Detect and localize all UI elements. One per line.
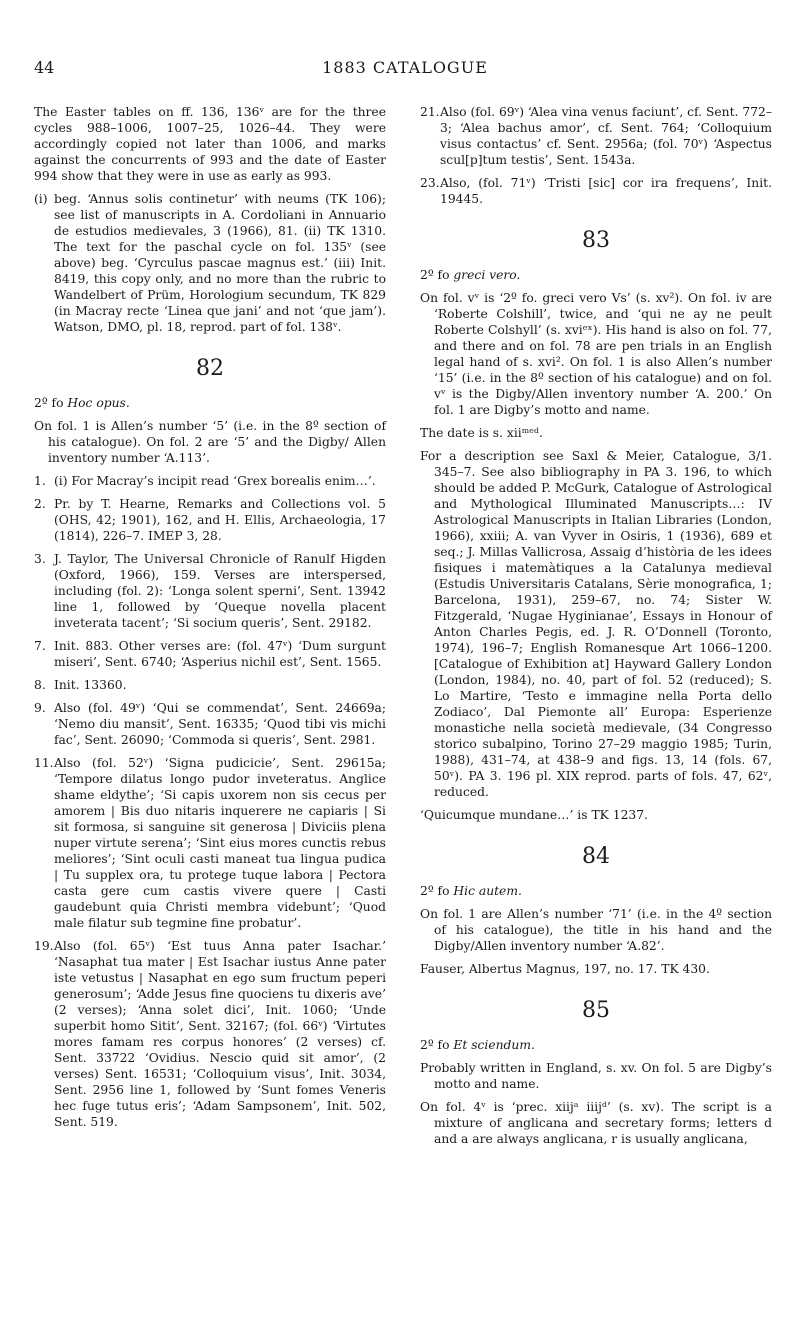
entry-84-reference: Fauser, Albertus Magnus, 197, no. 17. TK 430. [420, 962, 710, 976]
note-item: 23.Also, (fol. 71ᵛ) ‘Tristi [sic] cor ira frequens’, Init. 19445. [420, 176, 772, 206]
entry-85-description: Probably written in England, s. xv. On fol. 5 are Digby’s motto and name. [420, 1061, 772, 1091]
entry-number-82: 82 [196, 356, 224, 381]
entry-number-85: 85 [582, 998, 610, 1023]
page-header [34, 58, 776, 80]
note-item: 21.Also (fol. 69ᵛ) ‘Alea vina venus faciunt’, cf. Sent. 772–3; ‘Alea bachus amor’, cf. Sent. 764; ‘Colloquium visus contactus’ cf. Sent. 2956a; (fol. 70ᵛ) ‘Aspectus scul[p]tum testis’, Sent. 1543a. [420, 105, 772, 167]
note-item: 9. Also (fol. 49ᵛ) ‘Qui se commendat’, Sent. 24669a; ‘Nemo diu mansit’, Sent. 16335; ‘Quod tibi vis michi fac’, Sent. 26090; ‘Commoda si queris’, Sent. 2981. [34, 701, 386, 747]
note-i [34, 191, 386, 335]
second-folio-82: 2º fo Hoc opus. [34, 396, 130, 410]
note-number: (i) [34, 192, 48, 206]
entry-83-date: The date is s. xiiᵐᵉᵈ. [420, 426, 543, 440]
note-item: 3. J. Taylor, The Universal Chronicle of Ranulf Higden (Oxford, 1966), 159. Verses are interspersed, including (fol. 2): ‘Longa solent sperni’, Sent. 13942 line 1, followed by ‘Queque novella placent inveterata tacent’; ‘Si socium queris’, Sent. 29182. [34, 552, 386, 630]
note-item: 11.Also (fol. 52ᵛ) ‘Signa pudicicie’, Sent. 29615a; ‘Tempore dilatus longo pudor inveteratus. Anglice shame eldythe’; ‘Si capis uxorem non sis cecus per amorem | Bis duo nitaris inquerere ne capiaris | Si sit formosa, si sanguine sit generosa | Diviciis plena nuper virtute serena’; ‘Sint eius mores cunctis rebus meliores’; ‘Sint oculi casti maneat tua lingua pudica | Tu supplex ora, tu protege tuque labora | Pectora casta gere cum castis vivere quere | Casti gaudebunt quia Christi membra videbunt’; ‘Quod male filatur sub tegmine fine probatur’. [34, 756, 386, 930]
running-title: 1883 CATALOGUE [322, 58, 488, 77]
second-folio-83: 2º fo greci vero. [420, 268, 521, 282]
entry-number-83: 83 [582, 228, 610, 253]
note-item: 19.Also (fol. 65ᵛ) ‘Est tuus Anna pater Isachar.’ ‘Nasaphat tua mater | Est Isachar iustus Anne pater iste vetustus | Nasaphat en ego sum fructum peperi generosum’; ‘Adde Jesus fine quociens tu dixeris ave’ (2 verses); ‘Anna solet dici’, Init. 1060; ‘Unde superbit homo Sitit’, Sent. 32167; (fol. 66ᵛ) ‘Virtutes mores famam res corpus honores’ (2 verses) cf. Sent. 33722 ‘Ovidius. Nescio quid sit amor’, (2 verses) Sent. 16531; ‘Colloquium visus’, Init. 3034, Sent. 2956 line 1, followed by ‘Sunt fomes Veneris hec fuge tutus eris’; ‘Adam Sampsonem’, Init. 502, Sent. 519. [34, 939, 386, 1129]
page-number: 44 [34, 58, 55, 77]
note-item: 8. Init. 13360. [34, 678, 127, 692]
entry-83-bibliography: For a description see Saxl & Meier, Catalogue, 3/1. 345–7. See also bibliography in PA 3. 196, to which should be added P. McGurk, Catalogue of Astrological and Mythological Illuminated Manuscripts…: IV Astrological Manuscripts in Italian Libraries (London, 1966), xxiii; A. van Vyver in Osiris, 1 (1936), 689 et seq.; J. Millas Vallicrosa, Assaig d’història de les idees fisiques i matemàtiques a la Catalunya medieval (Estudis Universitaris Catalans, Sèrie monografica, 1; Barcelona, 1931), 259–67, no. 74; Sister W. Fitzgerald, ‘Nugae Hyginianae’, Essays in Honour of Anton Charles Pegis, ed. J. R. O’Donnell (Toronto, 1974), 196–7; English Romanesque Art 1066–1200. [Catalogue of Exhibition at] Hayward Gallery London (London, 1984), no. 40, part of fol. 52 (reduced); S. Lo Martire, ‘Testo e immagine nella Porta dello Zodiaco’, Dal Piemonte all’ Europa: Esperienze monastiche nella società medievale, (34 Congresso storico subalpino, Torino 27–29 maggio 1985; Turin, 1988), 431–74, at 438–9 and figs. 13, 14 (fols. 67, 50ᵛ). PA 3. 196 pl. XIX reprod. parts of fols. 47, 62ᵛ, reduced. [420, 449, 772, 799]
note-item: 1. (i) For Macray’s incipit read ‘Grex borealis enim…’. [34, 474, 376, 488]
note-text: beg. ‘Annus solis continetur’ with neums (TK 106); see list of manuscripts in A. Cordoliani in Annuario de estudios medievales, 3 (1966), 81. (ii) TK 1310. The text for the paschal cycle on fol. 135ᵛ (see above) beg. ‘Cyrculus pascae magnus est.’ (iii) Init. 8419, this copy only, and no more than the rubric to Wandelbert of Prüm, Horologium secundum, TK 829 (in Macray recte ‘Linea que jani’ and not ‘que jam’). Watson, DMO, pl. 18, reprod. part of fol. 138ᵛ. [54, 192, 386, 334]
entry-82-description: On fol. 1 is Allen’s number ‘5’ (i.e. in the 8º section of his catalogue). On fol. 2 are ‘5’ and the Digby/ Allen inventory number ‘A.113’. [34, 419, 386, 465]
entry-85-script-note: On fol. 4ᵛ is ‘prec. xiijᵃ iiijᵈ’ (s. xv). The script is a mixture of anglicana and secretary forms; letters d and a are always anglicana, r is usually anglicana, [420, 1100, 772, 1146]
entry-83-tk: ‘Quicumque mundane…’ is TK 1237. [420, 808, 648, 822]
second-folio-84: 2º fo Hic autem. [420, 884, 522, 898]
second-folio-85: 2º fo Et sciendum. [420, 1038, 535, 1052]
note-item: 2. Pr. by T. Hearne, Remarks and Collections vol. 5 (OHS, 42; 1901), 162, and H. Ellis, Archaeologia, 17 (1814), 226–7. IMEP 3, 28. [34, 497, 386, 543]
entry-84-description: On fol. 1 are Allen’s number ‘71’ (i.e. in the 4º section of his catalogue), the title in his hand and the Digby/Allen inventory number ‘A.82’. [420, 907, 772, 953]
entry-83-description: On fol. vᵛ is ‘2º fo. greci vero Vs’ (s. xv²). On fol. iv are ‘Roberte Colshill’, twice, and ‘qui ne ay ne peult Roberte Colshyll’ (s. xviᵉˣ). His hand is also on fol. 77, and there and on fol. 78 are pen trials in an English legal hand of s. xvi². On fol. 1 is also Allen’s number ‘15’ (i.e. in the 8º section of his catalogue) and on fol. vᵛ is the Digby/Allen inventory number ‘A. 200.’ On fol. 1 are Digby’s motto and name. [420, 291, 772, 417]
note-item: 7. Init. 883. Other verses are: (fol. 47ᵛ) ‘Dum surgunt miseri’, Sent. 6740; ‘Asperius nichil est’, Sent. 1565. [34, 639, 386, 669]
right-column [420, 104, 772, 1154]
entry-number-84: 84 [582, 844, 610, 869]
left-column [34, 104, 386, 1137]
intro-paragraph: The Easter tables on ff. 136, 136ᵛ are for the three cycles 988–1006, 1007–25, 1026–44. They were accordingly copied not later than 1006, and marks against the concurrents of 993 and the date of Easter 994 show that they were in use as early as 993. [34, 105, 386, 183]
